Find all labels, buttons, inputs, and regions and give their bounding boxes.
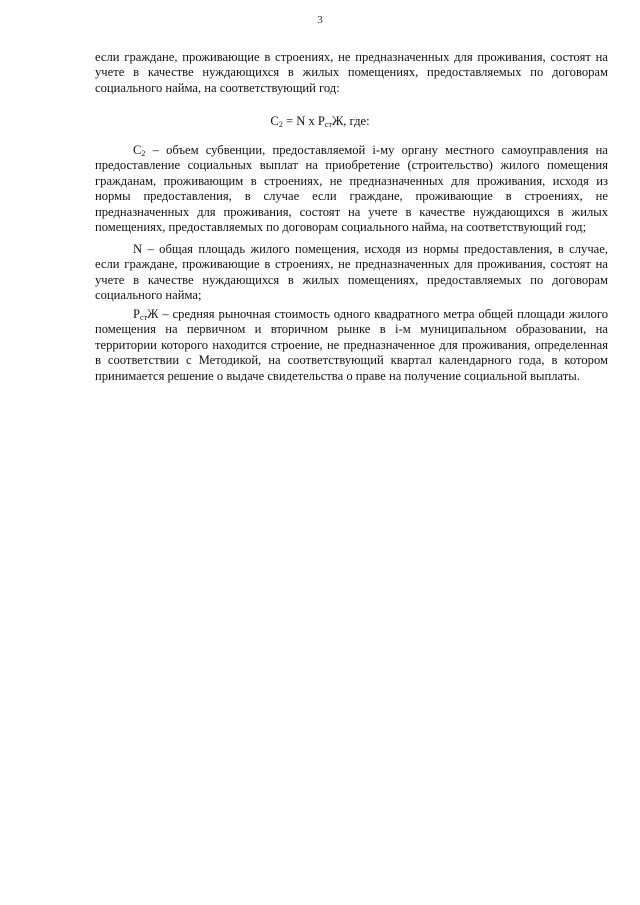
- pst-subscript: ст: [140, 313, 148, 322]
- paragraph-pst-text: [95, 307, 608, 384]
- paragraph-intro-text: если граждане, проживающие в строениях, не предназначенных для проживания, состоят на учете в качестве нуждающихся в жилых помещениях, предоставляемых по договорам социального найма, на соответствующий год:: [95, 50, 608, 95]
- c2-definition-text: – объем субвенции, предоставляемой i-му органу местного самоуправления на предоставление социальных выплат на приобретение (строительство) жилого помещения гражданам, проживающим в строениях, не предназначенных для проживания, исходя из нормы предоставления, в случае если граждане, проживающие в строениях, не предназначенных для проживания, состоят на учете в качестве нуждающихся в жилых помещениях, предоставляемых по договорам социального найма, на соответствующий год;: [95, 143, 608, 235]
- paragraph-pst-definition: [95, 307, 608, 384]
- paragraph-intro: [95, 50, 608, 96]
- paragraph-c2-definition: [95, 143, 608, 235]
- formula-c-subscript: 2: [278, 120, 283, 129]
- pst-definition-text: Ж – средняя рыночная стоимость одного квадратного метра общей площади жилого помещения на первичном и вторичном рынке в i-м муниципальном образовании, на территории которого находится строение, не предназначенное для проживания, определенная в соответствии с Методикой, на соответствующий квартал календарного года, в котором принимается решение о выдаче свидетельства о праве на получение социальной выплаты.: [95, 307, 608, 383]
- c2-letter: С: [133, 143, 142, 157]
- formula-c-letter: С: [270, 114, 279, 128]
- formula-end: Ж, где:: [331, 114, 370, 128]
- paragraph-c2-text: [95, 143, 608, 235]
- paragraph-n-definition: [95, 242, 608, 304]
- page-number: 3: [317, 14, 323, 26]
- paragraph-n-text: N – общая площадь жилого помещения, исходя из нормы предоставления, в случае, если граждане, проживающие в строениях, не предназначенных для проживания, состоят на учете в качестве нуждающихся в жилых помещениях, предоставляемых по договорам социального найма;: [95, 242, 608, 303]
- c2-subscript: 2: [141, 149, 146, 158]
- pst-letter: Р: [133, 307, 141, 321]
- formula-middle: = N x Р: [282, 114, 325, 128]
- formula-c2: [0, 114, 640, 129]
- formula-p-subscript: ст: [324, 120, 332, 129]
